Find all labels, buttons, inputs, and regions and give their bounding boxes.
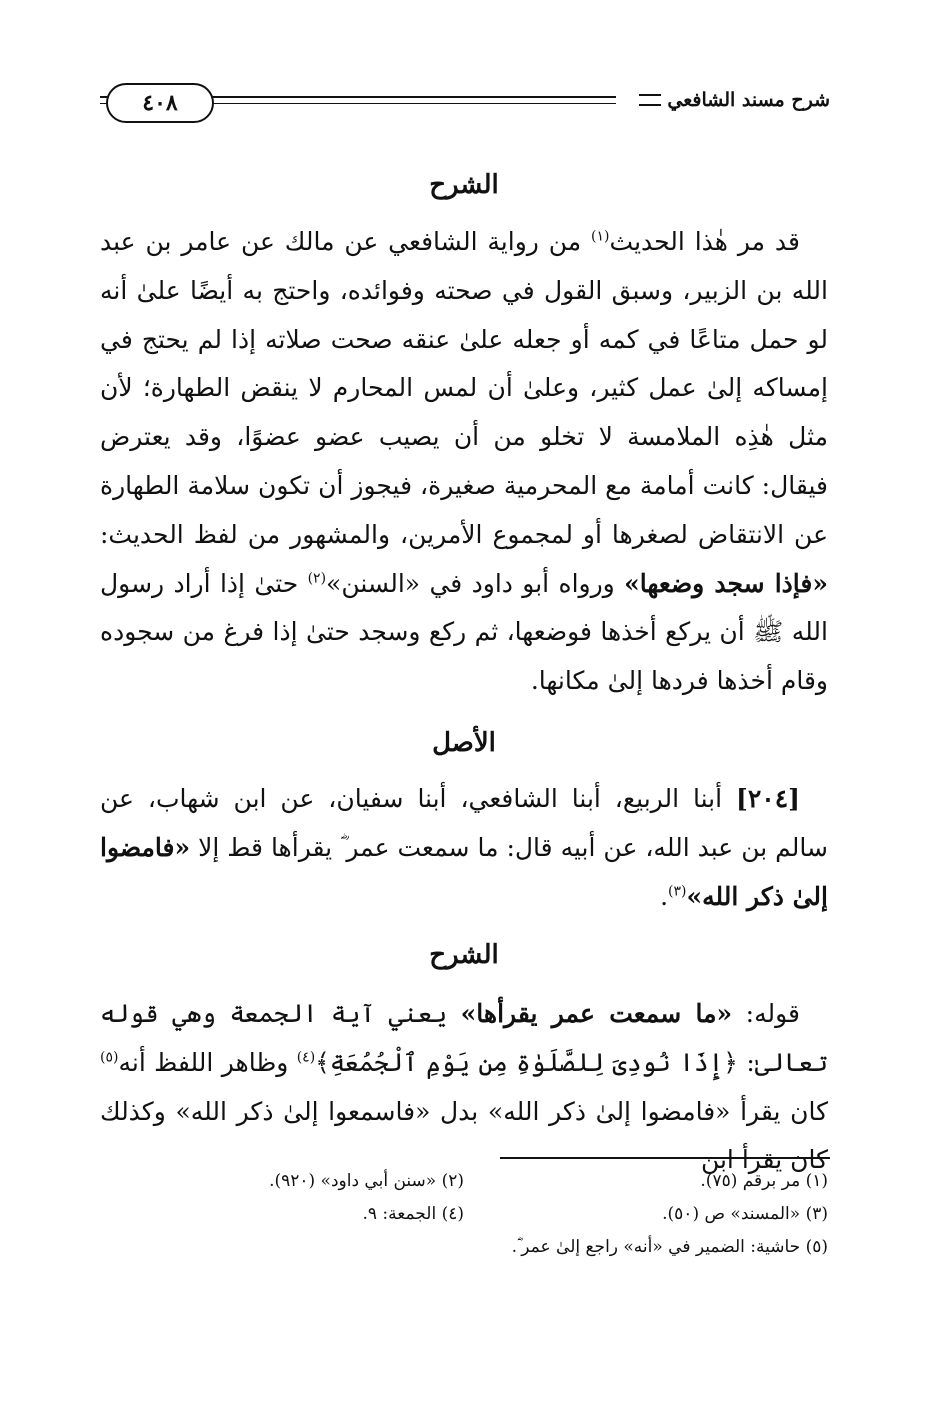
p3-bold-quote: «ما سمعت عمر يقرأها» xyxy=(460,999,733,1028)
paragraph-sharh-2 xyxy=(100,990,828,1185)
p3-text-3: وظاهر اللفظ أنه xyxy=(118,1047,297,1077)
p3-text-1: قوله: xyxy=(732,999,800,1028)
p3-text-2: يعني آية الجمعة وهي قوله تعالىٰ: ﴿إِذَا نُودِىَ لِلصَّلَوٰةِ مِن يَوْمِ ٱلْجُمُعَةِ﴾ xyxy=(100,999,828,1077)
footnote-5: (٥) حاشية: الضمير في «أنه» راجع إلىٰ عمر ؓ. xyxy=(511,1237,828,1257)
footnote-row-3 xyxy=(100,1231,828,1264)
sharh-heading-2: الشرح xyxy=(429,940,499,970)
title-ornament xyxy=(639,94,661,106)
running-title xyxy=(639,80,830,120)
page-number: ٤٠٨ xyxy=(106,83,214,123)
footnote-ref-5: (٥) xyxy=(100,1049,119,1066)
footnote-ref-1: (١) xyxy=(591,228,610,245)
footnote-1: (١) مر برقم (٧٥). xyxy=(700,1171,828,1191)
footnote-separator xyxy=(500,1157,830,1159)
footnote-2: (٢) «سنن أبي داود» (٩٢٠). xyxy=(269,1171,464,1191)
header-rule-middle-thin xyxy=(220,103,616,104)
footnote-ref-4: (٤) xyxy=(296,1049,316,1066)
p1-text-2: من رواية الشافعي عن مالك عن عامر بن عبد الله بن الزبير، وسبق القول في صحته وفوائده، واحتج به أيضًا علىٰ أنه لو حمل متاعًا في كمه أو جعله علىٰ عنقه صحت صلاته إذا لم يحتج في إمساكه إلىٰ عمل كثير، وعلىٰ أن لمس المحارم لا ينقض الطهارة؛ لأن مثل هٰذِه الملامسة لا تخلو من أن يصيب عضو عضوًا، وقد يعترض فيقال: كانت أمامة مع المحرمية صغيرة، فيجوز أن تكون سلامة الطهارة عن الانتقاض لصغرها أو لمجموع الأمرين، والمشهور من لفظ الحديث: xyxy=(100,227,828,549)
footnotes xyxy=(100,1165,828,1264)
footnote-row-1 xyxy=(100,1165,828,1198)
hadith-number: [٢٠٤] xyxy=(736,784,800,813)
p2-text-1: أبنا الربيع، أبنا الشافعي، أبنا سفيان، عن ابن شهاب، عن سالم بن عبد الله، عن أبيه قال: ما سمعت عمر ؓ يقرأها قط إلا xyxy=(100,784,828,862)
p3-text-4: كان يقرأ «فامضوا إلىٰ ذكر الله» بدل «فاسمعوا إلىٰ ذكر الله» وكذلك كان يقرأ ابن xyxy=(100,1096,828,1175)
header-rule-middle xyxy=(220,96,616,98)
asl-heading: الأصل xyxy=(432,728,496,758)
footnote-row-2 xyxy=(100,1198,828,1231)
footnote-3: (٣) «المسند» ص (٥٠). xyxy=(662,1204,828,1224)
p1-bold-quote: «فإذا سجد وضعها» xyxy=(624,568,829,598)
p1-text-4: حتىٰ إذا أراد رسول الله ﷺ أن يركع أخذها فوضعها، ثم ركع وسجد حتىٰ إذا فرغ من سجوده وقام أخذها فردها إلىٰ مكانها. xyxy=(100,568,828,696)
p2-text-2: . xyxy=(660,881,669,911)
footnote-ref-3: (٣) xyxy=(668,883,687,900)
p1-text-3: ورواه أبو داود في «السنن» xyxy=(326,568,625,598)
paragraph-sharh-1 xyxy=(100,218,828,706)
page-header xyxy=(100,80,830,125)
footnote-4: (٤) الجمعة: ٩. xyxy=(362,1204,464,1224)
sharh-heading-1: الشرح xyxy=(429,170,499,200)
p2-bold-quote: «فامضوا إلىٰ ذكر الله» xyxy=(100,832,828,911)
paragraph-asl xyxy=(100,775,828,921)
footnote-ref-2: (٢) xyxy=(307,570,327,587)
running-title-text: شرح مسند الشافعي xyxy=(667,89,830,111)
p1-text-1: قد مر هٰذا الحديث xyxy=(609,227,801,256)
